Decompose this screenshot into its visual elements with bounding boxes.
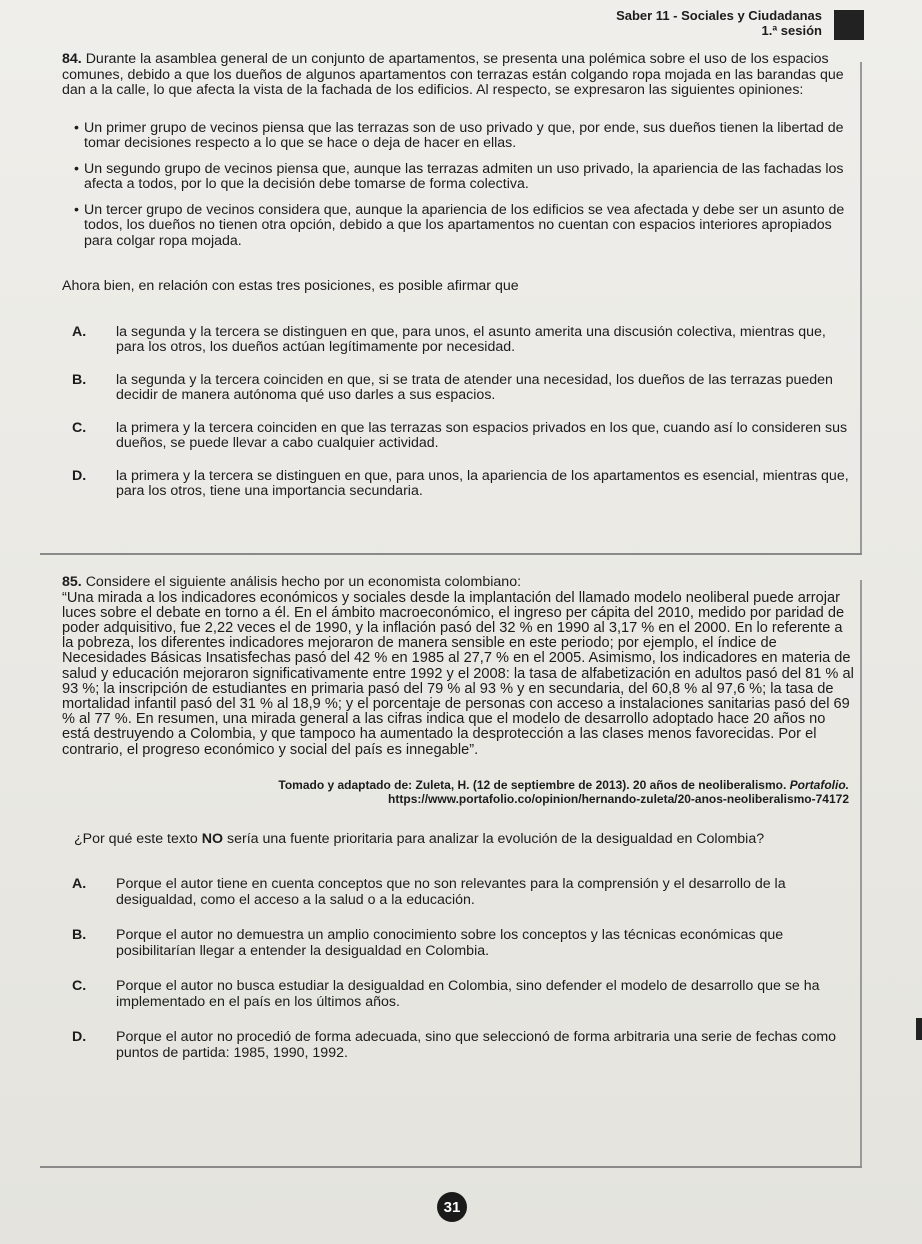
question-84-options xyxy=(72,325,857,500)
option-letter: D. xyxy=(72,1029,87,1046)
section-tab-mark xyxy=(834,10,864,40)
page-bottom-divider xyxy=(40,1166,862,1168)
option-c[interactable] xyxy=(72,979,857,1010)
option-letter: D. xyxy=(72,467,87,484)
option-text: la segunda y la tercera coinciden en que, si se trata de atender una necesidad, los dueños de las terrazas pueden decidir de manera autónoma qué uso darles a sus espacios. xyxy=(116,371,833,403)
option-text: la primera y la tercera coinciden en que las terrazas son espacios privados en los que, cuando así lo consideren sus dueños, se puede llevar a cabo cualquier actividad. xyxy=(116,419,848,451)
option-c[interactable] xyxy=(72,421,857,452)
question-84-number: 84. xyxy=(62,51,82,67)
option-text: Porque el autor no procedió de forma adecuada, sino que seleccionó de forma arbitraria una serie de fechas como puntos de partida: 1985, 1990, 1992. xyxy=(116,1029,837,1061)
question-85-number: 85. xyxy=(62,574,82,590)
question-84-intro-text: Durante la asamblea general de un conjunto de apartamentos, se presenta una polémica sobre el uso de los espacios comunes, debido a que los dueños de algunos apartamentos con terrazas están colgando ropa mojada en las barandas que dan a la calle, lo que afecta la vista de la fachada de los edificios. Al respecto, se expresaron las siguientes opiniones: xyxy=(62,51,844,98)
option-d[interactable] xyxy=(72,469,857,500)
question-85 xyxy=(62,575,857,1081)
source-url: https://www.portafolio.co/opinion/hernando-zuleta/20-anos-neoliberalismo-74172 xyxy=(388,791,849,806)
option-a[interactable] xyxy=(72,325,857,356)
question-85-stem xyxy=(74,832,857,848)
header-session: 1.ª sesión xyxy=(761,23,822,38)
question-84-intro xyxy=(62,52,857,99)
option-text: la primera y la tercera se distinguen en que, para unos, la apariencia de los apartamentos es esencial, mientras que, para los otros, tiene una importancia secundaria. xyxy=(116,467,849,499)
option-text: Porque el autor no demuestra un amplio conocimiento sobre los conceptos y las técnicas económicas que posibilitarían llegar a entender la desigualdad en Colombia. xyxy=(116,927,784,959)
option-letter: B. xyxy=(72,927,87,944)
option-text: Porque el autor tiene en cuenta conceptos que no son relevantes para la comprensión y el desarrollo de la desigualdad, como el acceso a la salud o a la educación. xyxy=(116,876,786,908)
edge-tab-mark xyxy=(916,1018,922,1040)
option-letter: C. xyxy=(72,978,87,995)
option-d[interactable] xyxy=(72,1030,857,1061)
page-number: 31 xyxy=(437,1192,467,1222)
option-text: la segunda y la tercera se distinguen en que, para unos, el asunto amerita una discusión colectiva, mientras que, para los otros, los dueños actúan legítimamente por necesidad. xyxy=(116,323,826,355)
question-divider xyxy=(40,553,862,555)
quote-source xyxy=(62,778,849,806)
option-text: Porque el autor no busca estudiar la desigualdad en Colombia, sino defender el modelo de desarrollo que se ha implementado en el país en los últimos años. xyxy=(116,978,820,1010)
stem-emphasis: NO xyxy=(201,830,224,847)
opinion-item: • Un segundo grupo de vecinos piensa que, aunque las terrazas admiten un uso privado, la apariencia de las fachadas los afecta a todos, por lo que la decisión debe tomarse de forma colectiva. xyxy=(74,162,857,193)
opinion-item: • Un tercer grupo de vecinos considera que, aunque la apariencia de los edificios se vea afectada y debe ser un asunto de todos, los dueños no tienen otra opción, debido a que los apartamentos no cuentan con espacios interiores apropiados para colgar ropa mojada. xyxy=(74,203,857,250)
page-header xyxy=(616,8,822,38)
option-letter: B. xyxy=(72,371,87,388)
question-84-lead: Ahora bien, en relación con estas tres posiciones, es posible afirmar que xyxy=(62,278,519,294)
opinion-item: • Un primer grupo de vecinos piensa que las terrazas son de uso privado y que, por ende, sus dueños tienen la libertad de tomar decisiones respecto a lo que se hace o deja de hacer en ellas. xyxy=(74,121,857,152)
stem-text-pre: ¿Por qué este texto xyxy=(74,830,198,847)
option-b[interactable] xyxy=(72,928,857,959)
option-letter: A. xyxy=(72,876,87,893)
question-84 xyxy=(62,52,857,517)
question-85-border xyxy=(860,580,862,1168)
question-85-intro xyxy=(62,575,857,591)
economist-quote: “Una mirada a los indicadores económicos y sociales desde la implantación del llamado modelo neoliberal puede arrojar luces sobre el debate en torno a él. En el ámbito macroeconómico, el ingreso per cápita del 2010, medido por paridad de poder adquisitivo, fue 2,22 veces el de 1990, y la inflación pasó del 32 % en 1990 al 3,17 % en el 2000. En lo referente a la pobreza, los diferentes indicadores mejoraron de manera sensible en este periodo; por ejemplo, el índice de Necesidades Básicas Insatisfechas pasó del 42 % en 1985 al 27,7 % en el 2005. Asimismo, los indicadores en materia de salud y educación mejoraron significativamente entre 1992 y el 2008: la tasa de alfabetización en adultos pasó del 81 % al 93 %; la inscripción de estudiantes en primaria pasó del 79 % al 93 % y en secundaria, del 60,8 % al 97,6 %; la tasa de mortalidad infantil pasó del 31 % al 18,9 %; y el porcentaje de personas con acceso a instalaciones sanitarias pasó del 69 % al 77 %. En resumen, una mirada general a las cifras indica que el modelo de desarrollo adoptado hace 20 años no está destruyendo a Colombia, y que tampoco ha aumentado la desprotección a las clases menos favorecidas. Por el contrario, el progreso económico y social del país es innegable”. xyxy=(62,589,854,758)
header-title: Saber 11 - Sociales y Ciudadanas xyxy=(616,8,822,23)
source-journal: Portafolio. xyxy=(789,777,849,792)
question-85-options xyxy=(72,877,857,1061)
option-letter: C. xyxy=(72,419,87,436)
opinions-list xyxy=(74,121,857,250)
question-84-border xyxy=(860,62,862,554)
stem-text-post: sería una fuente prioritaria para analizar la evolución de la desigualdad en Colombia? xyxy=(227,830,765,847)
question-85-intro-text: Considere el siguiente análisis hecho por un economista colombiano: xyxy=(85,574,522,590)
option-letter: A. xyxy=(72,323,87,340)
option-b[interactable] xyxy=(72,373,857,404)
option-a[interactable] xyxy=(72,877,857,908)
source-citation: Tomado y adaptado de: Zuleta, H. (12 de septiembre de 2013). 20 años de neoliberalismo. xyxy=(278,777,787,792)
